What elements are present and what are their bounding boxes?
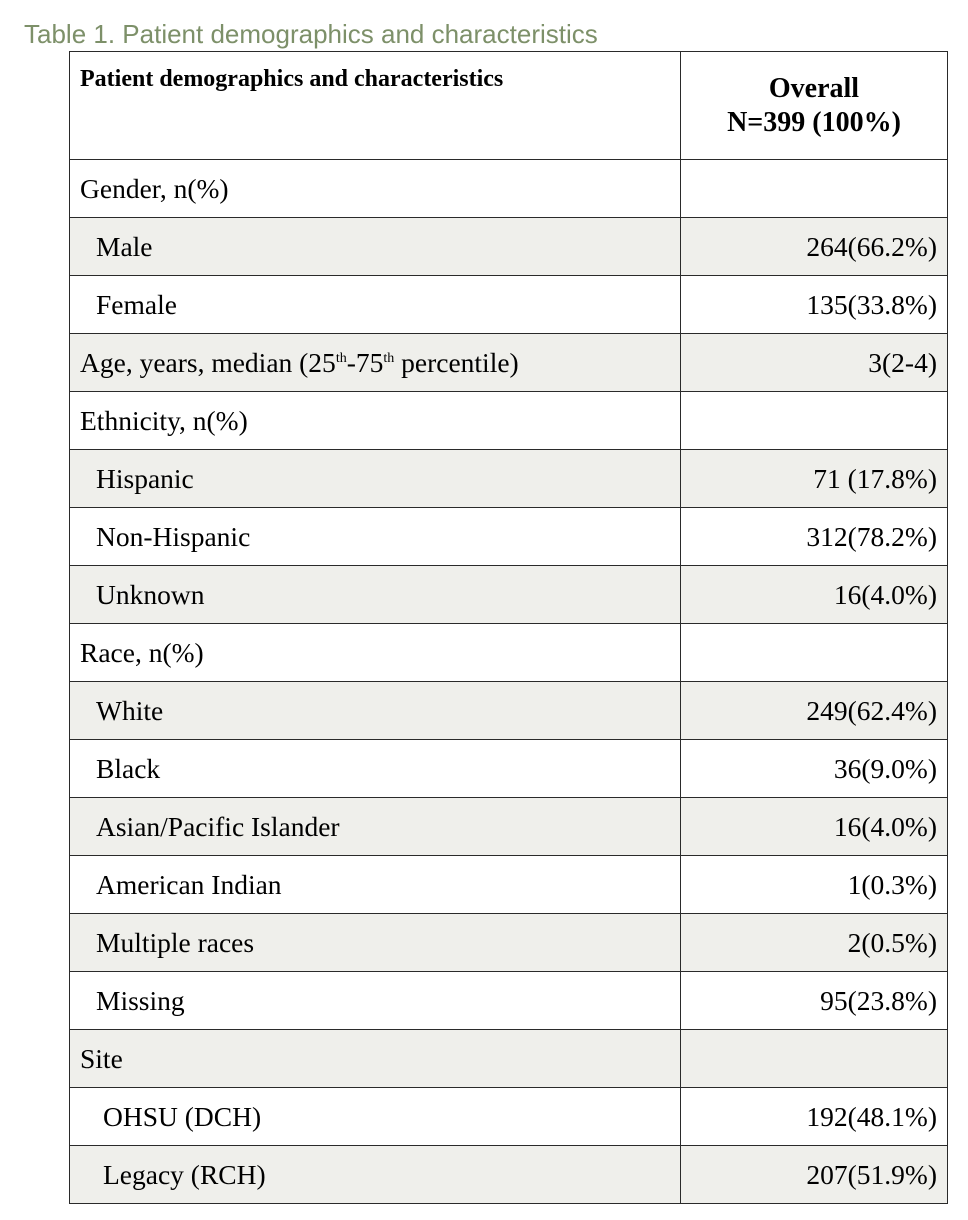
row-value: 16(4.0%) bbox=[681, 798, 948, 856]
age-label-part: percentile) bbox=[394, 346, 519, 378]
row-label: Unknown bbox=[70, 566, 681, 624]
row-label: Multiple races bbox=[70, 914, 681, 972]
row-value: 3(2-4) bbox=[681, 334, 948, 392]
age-label-part: -75 bbox=[346, 346, 384, 378]
row-label: Hispanic bbox=[70, 450, 681, 508]
table-row-female bbox=[70, 276, 948, 334]
row-label: Black bbox=[70, 740, 681, 798]
row-label: Asian/Pacific Islander bbox=[70, 798, 681, 856]
table-row-age bbox=[70, 334, 948, 392]
row-label: Missing bbox=[70, 972, 681, 1030]
row-value: 249(62.4%) bbox=[681, 682, 948, 740]
row-label: Gender, n(%) bbox=[70, 160, 681, 218]
row-value: 36(9.0%) bbox=[681, 740, 948, 798]
row-label: OHSU (DCH) bbox=[70, 1088, 681, 1146]
header-characteristics: Patient demographics and characteristics bbox=[70, 52, 681, 160]
row-label: Site bbox=[70, 1030, 681, 1088]
row-label: Race, n(%) bbox=[70, 624, 681, 682]
row-value: 135(33.8%) bbox=[681, 276, 948, 334]
row-label: Male bbox=[70, 218, 681, 276]
row-label: Female bbox=[70, 276, 681, 334]
table-row-white bbox=[70, 682, 948, 740]
header-overall-n: N=399 (100%) bbox=[727, 106, 901, 138]
superscript-th: th bbox=[335, 350, 347, 366]
row-value bbox=[681, 392, 948, 450]
row-value: 1(0.3%) bbox=[681, 856, 948, 914]
row-value: 207(51.9%) bbox=[681, 1146, 948, 1204]
header-overall-title: Overall bbox=[768, 72, 860, 104]
row-value: 2(0.5%) bbox=[681, 914, 948, 972]
table-caption: Table 1. Patient demographics and characteristics bbox=[24, 19, 598, 49]
row-value: 264(66.2%) bbox=[681, 218, 948, 276]
row-value: 312(78.2%) bbox=[681, 508, 948, 566]
table-row-ohsu bbox=[70, 1088, 948, 1146]
header-overall bbox=[681, 52, 948, 160]
table-row-asian-pacific-islander bbox=[70, 798, 948, 856]
table-row-hispanic bbox=[70, 450, 948, 508]
row-label: American Indian bbox=[70, 856, 681, 914]
row-value bbox=[681, 160, 948, 218]
table-row-american-indian bbox=[70, 856, 948, 914]
row-label bbox=[70, 334, 681, 392]
table-row-gender bbox=[70, 160, 948, 218]
row-label: Ethnicity, n(%) bbox=[70, 392, 681, 450]
table-row-non-hispanic bbox=[70, 508, 948, 566]
row-value: 95(23.8%) bbox=[681, 972, 948, 1030]
table-row-male bbox=[70, 218, 948, 276]
table-row-multiple-races bbox=[70, 914, 948, 972]
row-value: 192(48.1%) bbox=[681, 1088, 948, 1146]
superscript-th: th bbox=[383, 350, 395, 366]
table-row-site bbox=[70, 1030, 948, 1088]
row-value: 16(4.0%) bbox=[681, 566, 948, 624]
table-row-missing bbox=[70, 972, 948, 1030]
table-row-unknown bbox=[70, 566, 948, 624]
table-row-race bbox=[70, 624, 948, 682]
row-label: Non-Hispanic bbox=[70, 508, 681, 566]
row-value bbox=[681, 1030, 948, 1088]
row-label: White bbox=[70, 682, 681, 740]
table-header-row bbox=[70, 52, 948, 160]
table-row-legacy bbox=[70, 1146, 948, 1204]
row-value bbox=[681, 624, 948, 682]
row-label: Legacy (RCH) bbox=[70, 1146, 681, 1204]
table-row-black bbox=[70, 740, 948, 798]
table-row-ethnicity bbox=[70, 392, 948, 450]
age-label-part: Age, years, median (25 bbox=[80, 346, 336, 378]
row-value: 71 (17.8%) bbox=[681, 450, 948, 508]
demographics-table bbox=[69, 51, 948, 1204]
